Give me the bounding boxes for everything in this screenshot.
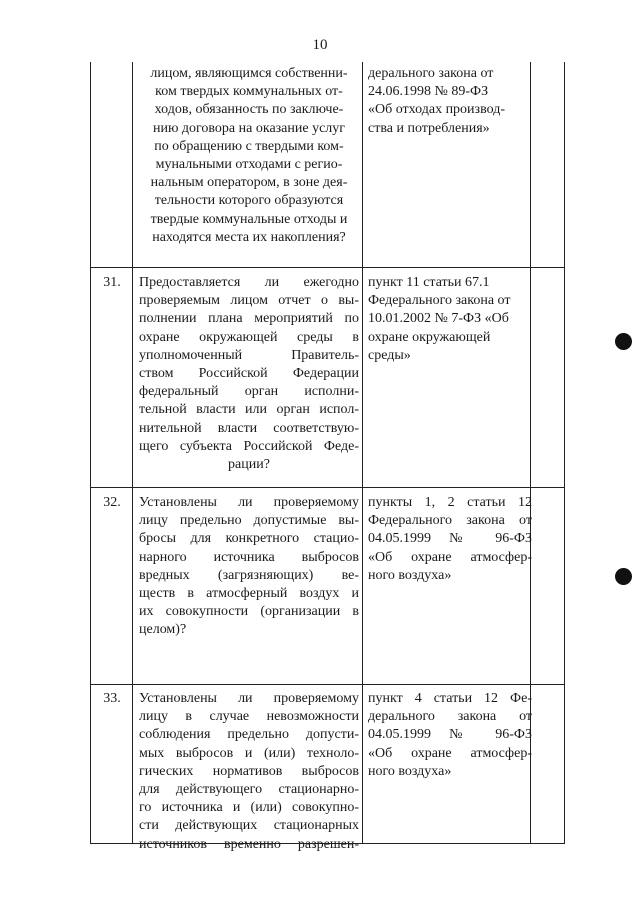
text-line: лицу в случае невозможности (139, 709, 359, 725)
text-line: лицом, являющимся собственни- (150, 66, 348, 81)
row-number: 32. (103, 495, 121, 510)
requirement-cell (139, 690, 359, 854)
text-line: среды» (368, 347, 411, 363)
text-line: 10.01.2002 № 7-ФЗ «Об (368, 311, 509, 327)
text-line: охране окружающей среды в (139, 329, 359, 345)
text-line: источников временно разрешен- (139, 836, 359, 852)
text-line: ком твердых коммунальных от- (155, 84, 343, 100)
text-line: для действующего стационарно- (139, 782, 359, 798)
text-line: ного воздуха» (368, 567, 452, 583)
requirement-cell (139, 65, 359, 247)
text-line: Установлены ли проверяемому (139, 495, 359, 510)
text-line: их совокупности (организации в (139, 604, 359, 620)
text-line: щего субъекта Российской Феде- (139, 438, 359, 454)
checklist-table (90, 62, 565, 852)
reference-cell (368, 690, 532, 781)
punch-hole-mark (615, 333, 632, 350)
text-line: лицу предельно допустимые вы- (139, 513, 359, 529)
text-line: «Об отходах производ- (368, 102, 505, 118)
row-divider (90, 267, 565, 268)
text-line: полнении плана мероприятий по (139, 311, 359, 327)
text-line: вредных (загрязняющих) ве- (139, 567, 359, 583)
table-border-right (564, 62, 565, 844)
text-line: нарного источника выбросов (139, 549, 359, 565)
text-line: Установлены ли проверяемому (139, 691, 359, 706)
text-line: сти действующих стационарных (139, 818, 359, 834)
reference-cell (368, 274, 532, 365)
text-line: мунальными отходами с регио- (155, 157, 343, 173)
page-number: 10 (312, 37, 328, 53)
reference-cell (368, 494, 532, 585)
column-divider-number (132, 62, 133, 844)
text-line: нительной власти соответствую- (139, 420, 359, 436)
punch-hole-mark (615, 568, 632, 585)
text-line: федеральный орган исполни- (139, 384, 359, 400)
text-line: «Об охране атмосфер- (368, 745, 532, 761)
text-line: пункты 1, 2 статьи 12 (368, 495, 532, 510)
text-line: ства и потребления» (368, 120, 490, 136)
row-number: 33. (103, 691, 121, 706)
text-line: 04.05.1999 № 96-ФЗ (368, 531, 532, 547)
text-line: рации? (228, 457, 270, 473)
text-line: пункт 11 статьи 67.1 (368, 275, 490, 290)
text-line: охране окружающей (368, 329, 491, 345)
text-line: 24.06.1998 № 89-ФЗ (368, 84, 489, 100)
requirement-cell (139, 494, 359, 640)
text-line: ходов, обязанность по заключе- (154, 102, 344, 118)
text-line: нию договора на оказание услуг (152, 120, 346, 136)
requirement-cell (139, 274, 359, 474)
row-divider (90, 684, 565, 685)
text-line: гических нормативов выбросов (139, 763, 359, 779)
text-line: ного воздуха» (368, 763, 452, 779)
text-line: твердые коммунальные отходы и (150, 211, 348, 227)
text-line: нальным оператором, в зоне дея- (150, 175, 348, 191)
text-line: ством Российской Федерации (139, 366, 359, 382)
text-line: тельной власти или орган испол- (139, 402, 359, 418)
text-line: «Об охране атмосфер- (368, 549, 532, 565)
text-line: находятся места их накопления? (152, 229, 346, 245)
text-line: мых выбросов и (или) техноло- (139, 745, 359, 761)
text-line: пункт 4 статьи 12 Фе- (368, 691, 532, 706)
text-line: го источника и (или) совокупно- (139, 800, 359, 816)
text-line: соблюдения предельно допусти- (139, 727, 359, 743)
row-number: 31. (103, 275, 121, 290)
text-line: Федерального закона от (368, 513, 532, 529)
text-line: Предоставляется ли ежегодно (139, 275, 359, 290)
table-border-left (90, 62, 91, 844)
text-line: по обращению с твердыми ком- (154, 138, 344, 154)
column-divider-requirement (362, 62, 363, 844)
text-line: тельности которого образуются (154, 193, 344, 209)
text-line: уполномоченный Правитель- (139, 347, 359, 363)
reference-cell (368, 65, 532, 138)
text-line: дерального закона от (368, 66, 494, 81)
text-line: целом)? (139, 622, 187, 638)
text-line: ществ в атмосферный воздух и (139, 586, 359, 602)
text-line: бросы для конкретного стацио- (139, 531, 359, 547)
row-divider (90, 487, 565, 488)
text-line: 04.05.1999 № 96-ФЗ (368, 727, 532, 743)
text-line: Федерального закона от (368, 293, 511, 309)
text-line: проверяемым лицом отчет о вы- (139, 293, 359, 309)
text-line: дерального закона от (368, 709, 532, 725)
